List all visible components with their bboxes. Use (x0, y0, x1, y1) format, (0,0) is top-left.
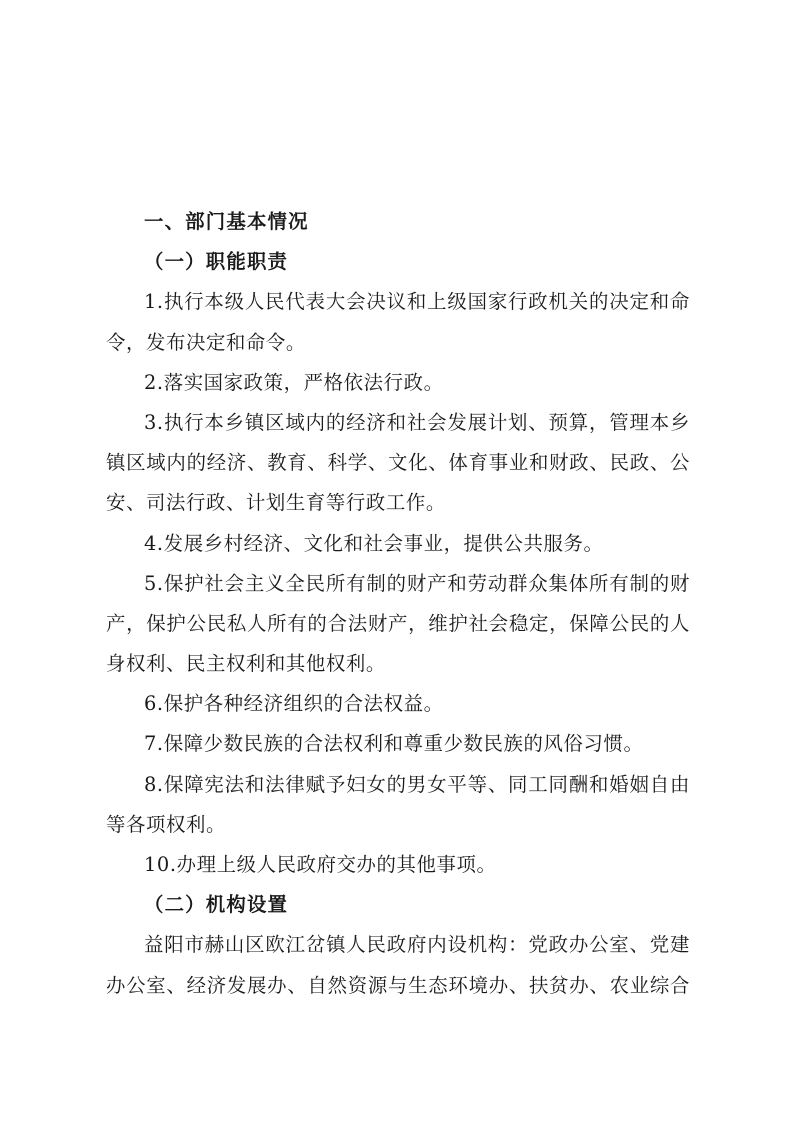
paragraph-item-6: 6.保护各种经济组织的合法权益。 (144, 692, 444, 716)
paragraph-item-10: 10.办理上级人民政府交办的其他事项。 (144, 853, 497, 876)
paragraph-item-2: 2.落实国家政策，严格依法行政。 (144, 370, 444, 394)
paragraph-item-5-line-3: 身权利、民主权利和其他权利。 (106, 652, 386, 676)
paragraph-item-4: 4.发展乡村经济、文化和社会事业，提供公共服务。 (144, 531, 604, 555)
paragraph-item-7: 7.保障少数民族的合法权利和尊重少数民族的风俗习惯。 (144, 732, 644, 756)
paragraph-item-3-line-1: 3.执行本乡镇区域内的经济和社会发展计划、预算，管理本乡 (144, 410, 690, 434)
paragraph-item-1-line-2: 令，发布决定和命令。 (106, 330, 306, 354)
paragraph-item-3-line-2: 镇区域内的经济、教育、科学、文化、体育事业和财政、民政、公 (106, 451, 690, 475)
paragraph-item-5-line-2: 产，保护公民私人所有的合法财产，维护社会稳定，保障公民的人 (106, 611, 690, 635)
paragraph-item-1-line-1: 1.执行本级人民代表大会决议和上级国家行政机关的决定和命 (144, 290, 690, 314)
paragraph-item-3-line-3: 安、司法行政、计划生育等行政工作。 (106, 491, 446, 515)
paragraph-item-8-line-1: 8.保障宪法和法律赋予妇女的男女平等、同工同酬和婚姻自由 (144, 772, 690, 796)
heading-department-overview: 一、部门基本情况 (144, 210, 309, 233)
section-title-organization: （二）机构设置 (144, 893, 289, 917)
paragraph-organization-line-2: 办公室、经济发展办、自然资源与生态环境办、扶贫办、农业综合 (106, 973, 690, 997)
paragraph-item-8-line-2: 等各项权利。 (106, 812, 226, 836)
section-title-functions: （一）职能职责 (144, 250, 289, 274)
paragraph-item-5-line-1: 5.保护社会主义全民所有制的财产和劳动群众集体所有制的财 (144, 571, 690, 595)
paragraph-organization-line-1: 益阳市赫山区欧江岔镇人民政府内设机构：党政办公室、党建 (144, 933, 690, 957)
document-body (106, 202, 690, 1006)
